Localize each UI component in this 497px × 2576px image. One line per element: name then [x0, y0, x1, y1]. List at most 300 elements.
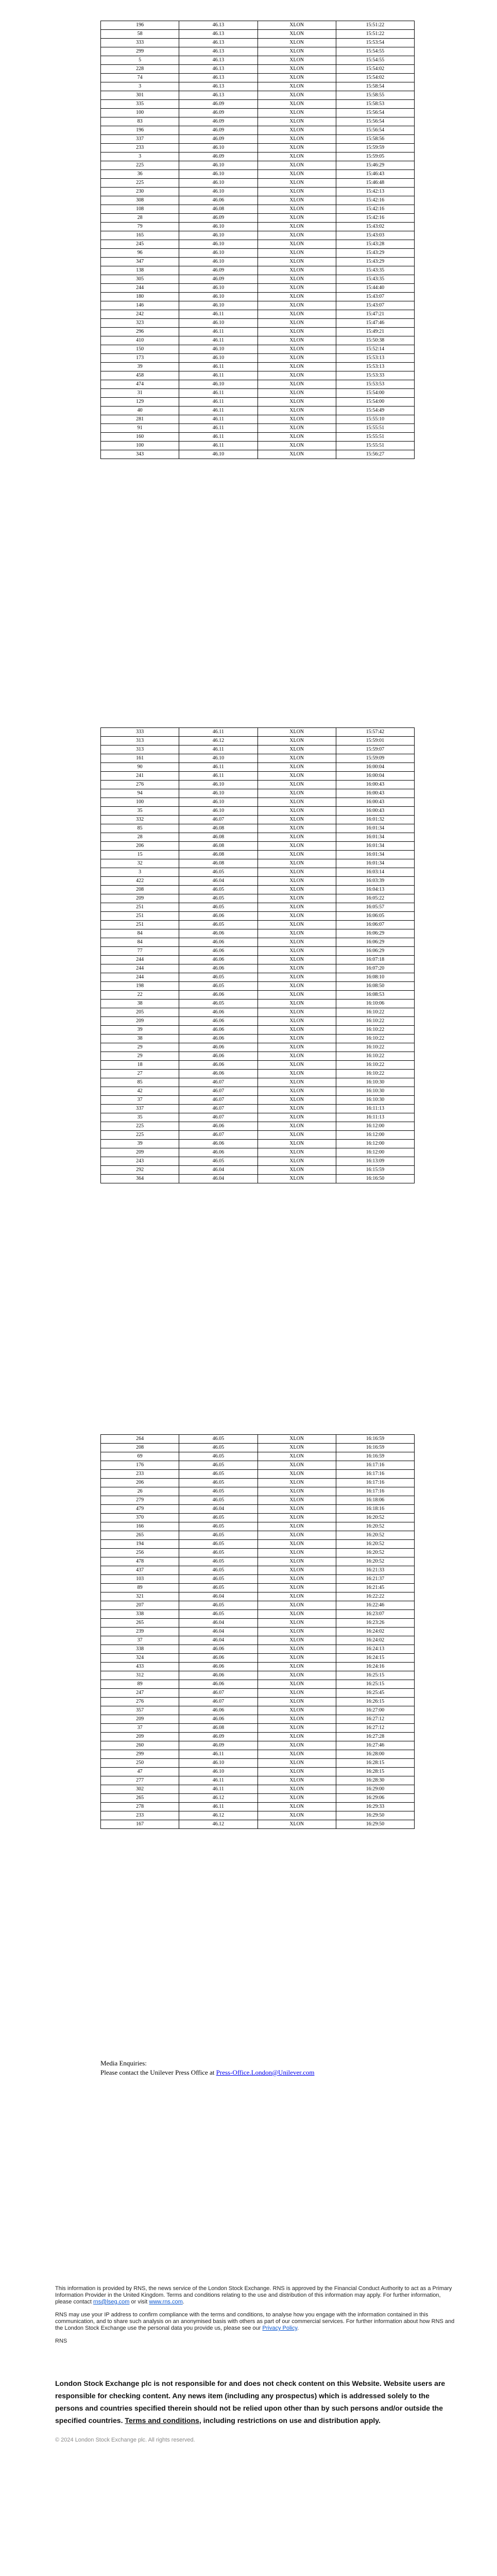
volume-cell: 338 [101, 1645, 179, 1654]
table-row [101, 1522, 415, 1531]
price-cell: 46.13 [179, 65, 258, 74]
table-row [101, 152, 415, 161]
table-row [101, 1166, 415, 1175]
rns-email-link[interactable]: rns@lseg.com [93, 2299, 130, 2305]
venue-cell: XLON [258, 833, 336, 842]
volume-cell: 31 [101, 389, 179, 398]
price-cell: 46.10 [179, 161, 258, 170]
venue-cell: XLON [258, 728, 336, 737]
volume-cell: 209 [101, 1733, 179, 1741]
price-cell: 46.05 [179, 973, 258, 982]
time-cell: 16:01:34 [336, 842, 414, 851]
table-row [101, 1122, 415, 1131]
volume-cell: 244 [101, 956, 179, 964]
volume-cell: 15 [101, 851, 179, 859]
price-cell: 46.07 [179, 1698, 258, 1706]
venue-cell: XLON [258, 1680, 336, 1689]
time-cell: 16:01:34 [336, 859, 414, 868]
venue-cell: XLON [258, 1131, 336, 1140]
venue-cell: XLON [258, 380, 336, 389]
table-row [101, 754, 415, 763]
time-cell: 16:12:00 [336, 1122, 414, 1131]
venue-cell: XLON [258, 442, 336, 450]
venue-cell: XLON [258, 1557, 336, 1566]
price-cell: 46.04 [179, 1166, 258, 1175]
time-cell: 16:17:16 [336, 1470, 414, 1479]
table-row [101, 947, 415, 956]
volume-cell: 337 [101, 135, 179, 144]
volume-cell: 244 [101, 284, 179, 293]
table-row [101, 450, 415, 459]
time-cell: 15:59:09 [336, 754, 414, 763]
venue-cell: XLON [258, 1724, 336, 1733]
rns-info-paragraph: This information is provided by RNS, the news service of the London Stock Exchange. RNS is approved by the Financial Conduct Authority to act as a Primary Information Provider in the United Kingdom. Terms and conditions relating to the use and distribution of this information may apply. For further information, please contact rns@lseg.com or visit www.rns.com. [55, 2285, 452, 2305]
time-cell: 16:10:22 [336, 1008, 414, 1017]
volume-cell: 410 [101, 336, 179, 345]
volume-cell: 84 [101, 929, 179, 938]
price-cell: 46.07 [179, 1105, 258, 1113]
time-cell: 16:25:15 [336, 1680, 414, 1689]
price-cell: 46.13 [179, 30, 258, 39]
volume-cell: 89 [101, 1680, 179, 1689]
table-row [101, 223, 415, 231]
time-cell: 16:25:15 [336, 1671, 414, 1680]
venue-cell: XLON [258, 196, 336, 205]
table-row [101, 1175, 415, 1183]
table-row [101, 1452, 415, 1461]
price-cell: 46.10 [179, 293, 258, 301]
time-cell: 15:49:21 [336, 328, 414, 336]
price-cell: 46.11 [179, 406, 258, 415]
price-cell: 46.06 [179, 1663, 258, 1671]
price-cell: 46.10 [179, 258, 258, 266]
table-row [101, 21, 415, 30]
venue-cell: XLON [258, 964, 336, 973]
table-row [101, 91, 415, 100]
volume-cell: 228 [101, 65, 179, 74]
time-cell: 16:22:46 [336, 1601, 414, 1610]
venue-cell: XLON [258, 1645, 336, 1654]
volume-cell: 474 [101, 380, 179, 389]
time-cell: 16:28:15 [336, 1759, 414, 1768]
table-row [101, 406, 415, 415]
volume-cell: 233 [101, 1470, 179, 1479]
table-row [101, 1654, 415, 1663]
table-row [101, 929, 415, 938]
time-cell: 15:58:54 [336, 82, 414, 91]
venue-cell: XLON [258, 1078, 336, 1087]
table-row [101, 1487, 415, 1496]
price-cell: 46.06 [179, 1140, 258, 1148]
media-enquiries [100, 2059, 314, 2077]
table-row [101, 877, 415, 886]
venue-cell: XLON [258, 30, 336, 39]
time-cell: 15:43:07 [336, 301, 414, 310]
volume-cell: 85 [101, 824, 179, 833]
table-row [101, 389, 415, 398]
venue-cell: XLON [258, 258, 336, 266]
volume-cell: 28 [101, 214, 179, 223]
volume-cell: 209 [101, 1148, 179, 1157]
table-row [101, 415, 415, 424]
price-cell: 46.10 [179, 354, 258, 363]
price-cell: 46.08 [179, 833, 258, 842]
table-row [101, 1008, 415, 1017]
volume-cell: 343 [101, 450, 179, 459]
venue-cell: XLON [258, 1741, 336, 1750]
volume-cell: 299 [101, 1750, 179, 1759]
table-row [101, 1557, 415, 1566]
price-cell: 46.05 [179, 921, 258, 929]
price-cell: 46.11 [179, 1785, 258, 1794]
time-cell: 16:12:00 [336, 1148, 414, 1157]
price-cell: 46.05 [179, 1601, 258, 1610]
volume-cell: 89 [101, 1584, 179, 1592]
time-cell: 15:59:59 [336, 144, 414, 152]
media-contact [100, 2068, 314, 2077]
venue-cell: XLON [258, 231, 336, 240]
time-cell: 16:04:13 [336, 886, 414, 894]
table-row [101, 1444, 415, 1452]
table-row [101, 293, 415, 301]
terms-and-conditions-link[interactable]: Terms and conditions [125, 2416, 199, 2425]
venue-cell: XLON [258, 363, 336, 371]
time-cell: 15:44:40 [336, 284, 414, 293]
table-row [101, 737, 415, 745]
price-cell: 46.05 [179, 1470, 258, 1479]
time-cell: 15:47:21 [336, 310, 414, 319]
price-cell: 46.13 [179, 74, 258, 82]
volume-cell: 333 [101, 39, 179, 47]
table-row [101, 1078, 415, 1087]
price-cell: 46.05 [179, 1540, 258, 1549]
volume-cell: 292 [101, 1166, 179, 1175]
table-row [101, 1750, 415, 1759]
rns-info-mid: or visit [131, 2299, 148, 2305]
table-row [101, 188, 415, 196]
table-row [101, 249, 415, 258]
price-cell: 46.09 [179, 152, 258, 161]
time-cell: 15:43:35 [336, 275, 414, 284]
table-row [101, 1759, 415, 1768]
volume-cell: 47 [101, 1768, 179, 1776]
venue-cell: XLON [258, 982, 336, 991]
price-cell: 46.05 [179, 1452, 258, 1461]
venue-cell: XLON [258, 807, 336, 816]
venue-cell: XLON [258, 389, 336, 398]
venue-cell: XLON [258, 433, 336, 442]
volume-cell: 264 [101, 1435, 179, 1444]
time-cell: 16:00:43 [336, 798, 414, 807]
time-cell: 16:16:59 [336, 1452, 414, 1461]
price-cell: 46.07 [179, 1078, 258, 1087]
venue-cell: XLON [258, 144, 336, 152]
table-row [101, 781, 415, 789]
volume-cell: 265 [101, 1794, 179, 1803]
table-row [101, 442, 415, 450]
volume-cell: 150 [101, 345, 179, 354]
table-row [101, 772, 415, 781]
venue-cell: XLON [258, 47, 336, 56]
table-row [101, 1575, 415, 1584]
table-row [101, 833, 415, 842]
venue-cell: XLON [258, 1461, 336, 1470]
volume-cell: 79 [101, 223, 179, 231]
venue-cell: XLON [258, 1514, 336, 1522]
table-row [101, 999, 415, 1008]
time-cell: 16:07:18 [336, 956, 414, 964]
time-cell: 15:59:01 [336, 737, 414, 745]
table-row [101, 1035, 415, 1043]
table-row [101, 65, 415, 74]
disclaimer-tail: , including restrictions on use and distribution apply. [199, 2416, 381, 2425]
time-cell: 16:25:45 [336, 1689, 414, 1698]
venue-cell: XLON [258, 275, 336, 284]
time-cell: 16:20:52 [336, 1514, 414, 1522]
volume-cell: 333 [101, 728, 179, 737]
price-cell: 46.06 [179, 1671, 258, 1680]
venue-cell: XLON [258, 135, 336, 144]
price-cell: 46.11 [179, 745, 258, 754]
time-cell: 16:16:50 [336, 1175, 414, 1183]
volume-cell: 243 [101, 1157, 179, 1166]
price-cell: 46.10 [179, 1759, 258, 1768]
price-cell: 46.04 [179, 1175, 258, 1183]
price-cell: 46.05 [179, 886, 258, 894]
venue-cell: XLON [258, 1096, 336, 1105]
time-cell: 15:56:27 [336, 450, 414, 459]
price-cell: 46.10 [179, 807, 258, 816]
table-row [101, 266, 415, 275]
table-row [101, 1636, 415, 1645]
volume-cell: 324 [101, 1654, 179, 1663]
price-cell: 46.10 [179, 380, 258, 389]
volume-cell: 40 [101, 406, 179, 415]
venue-cell: XLON [258, 170, 336, 179]
venue-cell: XLON [258, 301, 336, 310]
table-row [101, 1070, 415, 1078]
volume-cell: 209 [101, 1017, 179, 1026]
venue-cell: XLON [258, 161, 336, 170]
venue-cell: XLON [258, 1470, 336, 1479]
venue-cell: XLON [258, 1706, 336, 1715]
time-cell: 16:16:59 [336, 1444, 414, 1452]
table-row [101, 938, 415, 947]
table-row [101, 424, 415, 433]
rns-info-text: This information is provided by RNS, the news service of the London Stock Exchange. RNS is approved by the Financial Conduct Authority to act as a Primary Information Provider in the United Kingdom. Terms and conditions relating to the use and distribution of this information may apply. For further information, please contact [55, 2285, 452, 2305]
venue-cell: XLON [258, 65, 336, 74]
volume-cell: 225 [101, 1131, 179, 1140]
price-cell: 46.05 [179, 894, 258, 903]
volume-cell: 321 [101, 1592, 179, 1601]
time-cell: 16:03:39 [336, 877, 414, 886]
venue-cell: XLON [258, 877, 336, 886]
venue-cell: XLON [258, 1592, 336, 1601]
venue-cell: XLON [258, 1811, 336, 1820]
price-cell: 46.13 [179, 56, 258, 65]
volume-cell: 3 [101, 82, 179, 91]
volume-cell: 242 [101, 310, 179, 319]
volume-cell: 90 [101, 763, 179, 772]
price-cell: 46.11 [179, 728, 258, 737]
venue-cell: XLON [258, 39, 336, 47]
price-cell: 46.11 [179, 415, 258, 424]
table-row [101, 196, 415, 205]
venue-cell: XLON [258, 117, 336, 126]
venue-cell: XLON [258, 1444, 336, 1452]
time-cell: 16:29:33 [336, 1803, 414, 1811]
volume-cell: 241 [101, 772, 179, 781]
time-cell: 16:29:00 [336, 1785, 414, 1794]
price-cell: 46.10 [179, 798, 258, 807]
volume-cell: 91 [101, 424, 179, 433]
time-cell: 15:53:13 [336, 354, 414, 363]
time-cell: 15:46:43 [336, 170, 414, 179]
price-cell: 46.06 [179, 196, 258, 205]
venue-cell: XLON [258, 1601, 336, 1610]
venue-cell: XLON [258, 1148, 336, 1157]
time-cell: 16:17:16 [336, 1461, 414, 1470]
venue-cell: XLON [258, 1026, 336, 1035]
privacy-policy-link[interactable]: Privacy Policy [262, 2325, 298, 2331]
table-row [101, 74, 415, 82]
time-cell: 15:54:00 [336, 398, 414, 406]
volume-cell: 103 [101, 1575, 179, 1584]
venue-cell: XLON [258, 1175, 336, 1183]
table-row [101, 117, 415, 126]
media-text: Please contact the Unilever Press Office at [100, 2069, 215, 2076]
rns-website-link[interactable]: www.rns.com [149, 2299, 183, 2305]
time-cell: 16:10:22 [336, 1052, 414, 1061]
table-row [101, 1131, 415, 1140]
time-cell: 15:42:13 [336, 188, 414, 196]
venue-cell: XLON [258, 1768, 336, 1776]
venue-cell: XLON [258, 152, 336, 161]
time-cell: 16:27:12 [336, 1715, 414, 1724]
volume-cell: 3 [101, 152, 179, 161]
table-row [101, 921, 415, 929]
time-cell: 16:06:05 [336, 912, 414, 921]
volume-cell: 230 [101, 188, 179, 196]
table-row [101, 1698, 415, 1706]
price-cell: 46.10 [179, 231, 258, 240]
price-cell: 46.13 [179, 47, 258, 56]
time-cell: 16:21:45 [336, 1584, 414, 1592]
price-cell: 46.10 [179, 450, 258, 459]
time-cell: 15:43:02 [336, 223, 414, 231]
price-cell: 46.06 [179, 938, 258, 947]
venue-cell: XLON [258, 1052, 336, 1061]
price-cell: 46.10 [179, 170, 258, 179]
time-cell: 15:56:54 [336, 117, 414, 126]
volume-cell: 198 [101, 982, 179, 991]
price-cell: 46.05 [179, 1610, 258, 1619]
venue-cell: XLON [258, 1140, 336, 1148]
time-cell: 16:28:15 [336, 1768, 414, 1776]
table-row [101, 912, 415, 921]
volume-cell: 251 [101, 912, 179, 921]
price-cell: 46.05 [179, 1487, 258, 1496]
time-cell: 15:43:03 [336, 231, 414, 240]
price-cell: 46.06 [179, 956, 258, 964]
time-cell: 16:24:13 [336, 1645, 414, 1654]
table-row [101, 842, 415, 851]
price-cell: 46.11 [179, 336, 258, 345]
time-cell: 16:16:59 [336, 1435, 414, 1444]
price-cell: 46.05 [179, 999, 258, 1008]
volume-cell: 180 [101, 293, 179, 301]
price-cell: 46.05 [179, 1435, 258, 1444]
volume-cell: 205 [101, 1008, 179, 1017]
volume-cell: 206 [101, 1479, 179, 1487]
venue-cell: XLON [258, 82, 336, 91]
table-row [101, 1157, 415, 1166]
price-cell: 46.06 [179, 1008, 258, 1017]
table-row [101, 231, 415, 240]
volume-cell: 244 [101, 973, 179, 982]
price-cell: 46.06 [179, 1680, 258, 1689]
time-cell: 16:10:30 [336, 1096, 414, 1105]
price-cell: 46.04 [179, 877, 258, 886]
venue-cell: XLON [258, 816, 336, 824]
volume-cell: 256 [101, 1549, 179, 1557]
time-cell: 16:10:22 [336, 1035, 414, 1043]
venue-cell: XLON [258, 1689, 336, 1698]
price-cell: 46.11 [179, 763, 258, 772]
price-cell: 46.10 [179, 301, 258, 310]
table-row [101, 1017, 415, 1026]
volume-cell: 100 [101, 109, 179, 117]
table-row [101, 1061, 415, 1070]
time-cell: 16:27:28 [336, 1733, 414, 1741]
trade-table-3 [100, 1434, 415, 1829]
time-cell: 15:57:42 [336, 728, 414, 737]
table-row [101, 1043, 415, 1052]
venue-cell: XLON [258, 1750, 336, 1759]
venue-cell: XLON [258, 1061, 336, 1070]
price-cell: 46.06 [179, 964, 258, 973]
table-row [101, 1715, 415, 1724]
table-row [101, 284, 415, 293]
price-cell: 46.07 [179, 1131, 258, 1140]
price-cell: 46.12 [179, 737, 258, 745]
table-row [101, 56, 415, 65]
table-row [101, 336, 415, 345]
venue-cell: XLON [258, 1487, 336, 1496]
time-cell: 15:53:33 [336, 371, 414, 380]
time-cell: 16:10:06 [336, 999, 414, 1008]
price-cell: 46.12 [179, 1794, 258, 1803]
venue-cell: XLON [258, 1610, 336, 1619]
table-row [101, 1706, 415, 1715]
volume-cell: 196 [101, 126, 179, 135]
table-row [101, 205, 415, 214]
volume-cell: 38 [101, 999, 179, 1008]
press-office-email-link[interactable]: Press-Office.London@Unilever.com [216, 2069, 315, 2076]
venue-cell: XLON [258, 781, 336, 789]
time-cell: 16:10:22 [336, 1061, 414, 1070]
table-row [101, 1461, 415, 1470]
venue-cell: XLON [258, 1549, 336, 1557]
table-row [101, 1724, 415, 1733]
price-cell: 46.10 [179, 179, 258, 188]
time-cell: 15:59:07 [336, 745, 414, 754]
price-cell: 46.09 [179, 117, 258, 126]
table-row [101, 170, 415, 179]
price-cell: 46.06 [179, 1715, 258, 1724]
time-cell: 16:20:52 [336, 1522, 414, 1531]
table-row [101, 1531, 415, 1540]
